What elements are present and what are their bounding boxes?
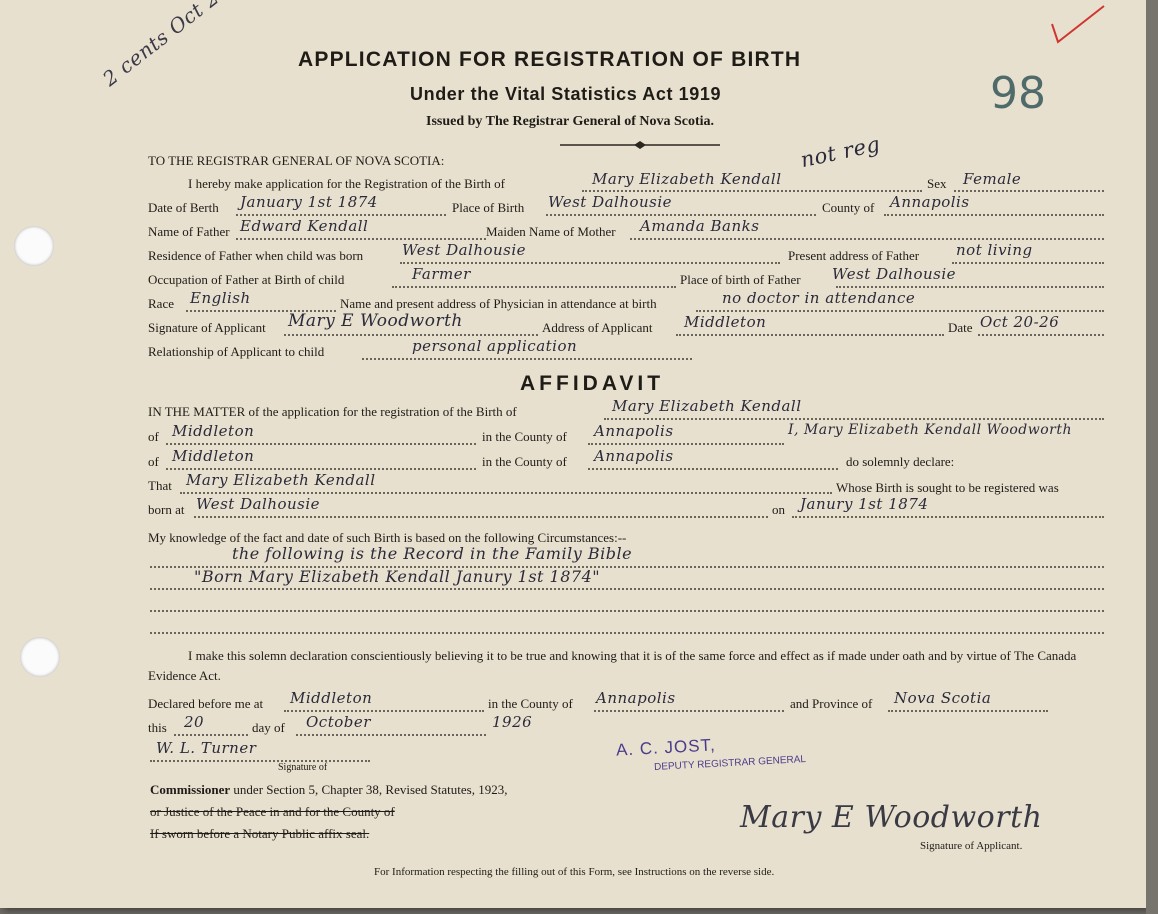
form-subtitle: Under the Vital Statistics Act 1919 [410, 84, 722, 104]
whose-label: Whose Birth is sought to be registered was [836, 480, 1059, 495]
father-label: Name of Father [148, 224, 230, 239]
county2-label: in the County of [482, 454, 567, 469]
occupation-value: Farmer [412, 265, 471, 283]
that-name: Mary Elizabeth Kendall [186, 471, 376, 489]
year-value: 1926 [492, 713, 533, 731]
red-checkmark [1048, 2, 1108, 52]
of2-value: Middleton [172, 447, 255, 465]
relationship-value: personal application [412, 337, 578, 355]
physician-value: no doctor in attendance [722, 289, 916, 307]
declared-label: Declared before me at [148, 696, 264, 711]
county1-value: Annapolis [594, 422, 674, 440]
relationship-label: Relationship of Applicant to child [148, 344, 325, 359]
province-value: Nova Scotia [894, 689, 992, 707]
date-label: Date [948, 320, 973, 335]
child-name: Mary Elizabeth Kendall [592, 170, 782, 188]
registrar-stamp-name: A. C. JOST, [615, 735, 717, 760]
decl-county-label: in the County of [488, 696, 573, 711]
race-value: English [190, 289, 251, 307]
applicant-signature-bottom: Mary E Woodworth [740, 800, 1043, 835]
of1-value: Middleton [172, 422, 255, 440]
circumstance-line-2: "Born Mary Elizabeth Kendall Janury 1st 1874" [194, 567, 601, 586]
born-on-value: Janury 1st 1874 [800, 495, 929, 513]
sex-label: Sex [927, 176, 947, 191]
not-registered-note: not reg [798, 131, 883, 173]
place-of-birth: West Dalhousie [548, 193, 673, 211]
born-at-label: born at [148, 502, 185, 517]
to-line: TO THE REGISTRAR GENERAL OF NOVA SCOTIA: [148, 153, 445, 168]
signature-label: Signature of Applicant [148, 320, 266, 335]
signature-of-label: Signature of [278, 762, 328, 773]
province-label: and Province of [790, 696, 873, 711]
date-value: Oct 20-26 [980, 313, 1060, 331]
county-value: Annapolis [890, 193, 970, 211]
background-edge [1146, 0, 1158, 914]
issued-by: Issued by The Registrar General of Nova Scotia. [426, 114, 715, 129]
this-label: this [148, 720, 167, 735]
that-label: That [148, 478, 172, 493]
solemn-declaration: I make this solemn declaration conscientiously believing it to be true and knowing that it is of the same force and effect as if made under oath and by virtue of The Canada Evidence Act. [148, 648, 1077, 683]
registrar-stamp-title: DEPUTY REGISTRAR GENERAL [653, 754, 807, 773]
address-label: Address of Applicant [542, 320, 653, 335]
father-birthplace-label: Place of birth of Father [680, 272, 801, 287]
present-address-label: Present address of Father [788, 248, 920, 263]
father-name: Edward Kendall [240, 217, 369, 235]
on-label: on [772, 502, 785, 517]
county1-label: in the County of [482, 429, 567, 444]
punch-hole-bottom [20, 637, 60, 677]
month-value: October [306, 713, 371, 731]
race-label: Race [148, 296, 174, 311]
footer-note: For Information respecting the filling out of this Form, see Instructions on the reverse side. [374, 866, 775, 878]
applicant-address: Middleton [684, 313, 767, 331]
intro-label: I hereby make application for the Registration of the Birth of [188, 176, 505, 191]
knowledge-label: My knowledge of the fact and date of such Birth is based on the following Circumstances:-- [148, 530, 627, 545]
father-birthplace-value: West Dalhousie [832, 265, 957, 283]
matter-label: IN THE MATTER of the application for the registration of the Birth of [148, 404, 517, 419]
matter-name: Mary Elizabeth Kendall [612, 397, 802, 415]
sex-value: Female [963, 170, 1022, 188]
dob-value: January 1st 1874 [240, 193, 378, 211]
declared-place: Middleton [290, 689, 373, 707]
declare-label: do solemnly declare: [846, 454, 955, 469]
county2-value: Annapolis [594, 447, 674, 465]
residence-value: West Dalhousie [402, 241, 527, 259]
physician-label: Name and present address of Physician in attendance at birth [340, 296, 657, 311]
mother-label: Maiden Name of Mother [486, 224, 616, 239]
of1-label: of [148, 429, 159, 444]
notary-label: If sworn before a Notary Public affix seal. [150, 826, 370, 841]
affidavit-heading: AFFIDAVIT [520, 372, 665, 395]
day-value: 20 [184, 713, 205, 731]
applicant-signature: Mary E Woodworth [288, 311, 463, 331]
form-number: 98 [990, 68, 1046, 119]
form-title: APPLICATION FOR REGISTRATION OF BIRTH [298, 48, 802, 71]
decl-county-value: Annapolis [596, 689, 676, 707]
place-label: Place of Birth [452, 200, 525, 215]
circumstance-line-1: the following is the Record in the Family Bible [232, 544, 633, 563]
punch-hole-top [14, 226, 54, 266]
county-label: County of [822, 200, 875, 215]
declarant-name: I, Mary Elizabeth Kendall Woodworth [788, 422, 1073, 438]
dob-label: Date of Berth [148, 200, 219, 215]
commissioner-signature: W. L. Turner [156, 739, 257, 757]
born-at-value: West Dalhousie [196, 495, 321, 513]
commissioner-label: Commissioner under Section 5, Chapter 38, Revised Statutes, 1923, [150, 782, 508, 797]
justice-label: or Justice of the Peace in and for the County of [150, 804, 395, 819]
of2-label: of [148, 454, 159, 469]
present-address-value: not living [956, 241, 1033, 259]
occupation-label: Occupation of Father at Birth of child [148, 272, 345, 287]
applicant-signature-label: Signature of Applicant. [920, 840, 1023, 852]
residence-label: Residence of Father when child was born [148, 248, 364, 263]
mother-name: Amanda Banks [640, 217, 760, 235]
header-rule [560, 140, 720, 150]
day-of-label: day of [252, 720, 285, 735]
